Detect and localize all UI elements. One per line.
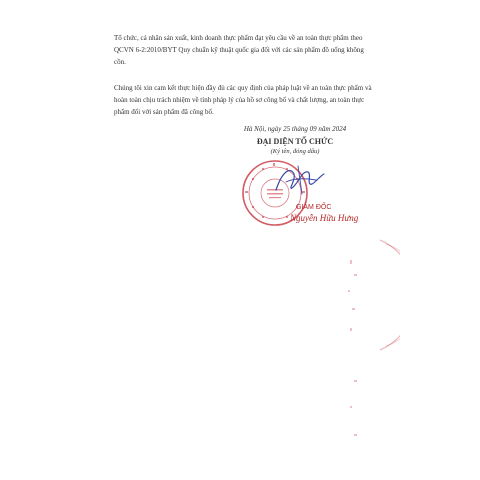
sign-note: (Ký tên, đóng dấu) — [270, 148, 320, 155]
place-date: Hà Nội, ngày 25 tháng 09 năm 2024 — [243, 125, 347, 133]
paragraph-compliance — [104, 32, 380, 68]
director-name: Nguyễn Hữu Hưng — [290, 213, 359, 223]
paragraph-line: Tổ chức, cá nhân sản xuất, kinh doanh thực phẩm đạt yêu cầu về an toàn thực phẩm theo — [114, 34, 363, 42]
handwritten-signature-icon — [268, 160, 328, 200]
paragraph-line: cồn. — [114, 58, 126, 66]
director-title: GIÁM ĐỐC — [296, 204, 332, 211]
paragraph-line: QCVN 6-2:2010/BYT Quy chuẩn kỹ thuật quốc gia đối với các sản phẩm đồ uống không — [114, 46, 364, 54]
paragraph-line: hoàn toàn chịu trách nhiệm về tính pháp lý của hồ sơ công bố và chất lượng, an toàn thực — [114, 96, 365, 104]
paragraph-commitment — [104, 82, 380, 118]
edge-seal-icon — [340, 230, 400, 470]
paragraph-line: phẩm đối với sản phẩm đã công bố. — [114, 108, 214, 116]
org-representative-heading: ĐẠI DIỆN TỔ CHỨC — [256, 137, 334, 146]
paragraph-line: Chúng tôi xin cam kết thực hiện đầy đủ các quy định của pháp luật về an toàn thực phẩm và — [114, 84, 372, 92]
